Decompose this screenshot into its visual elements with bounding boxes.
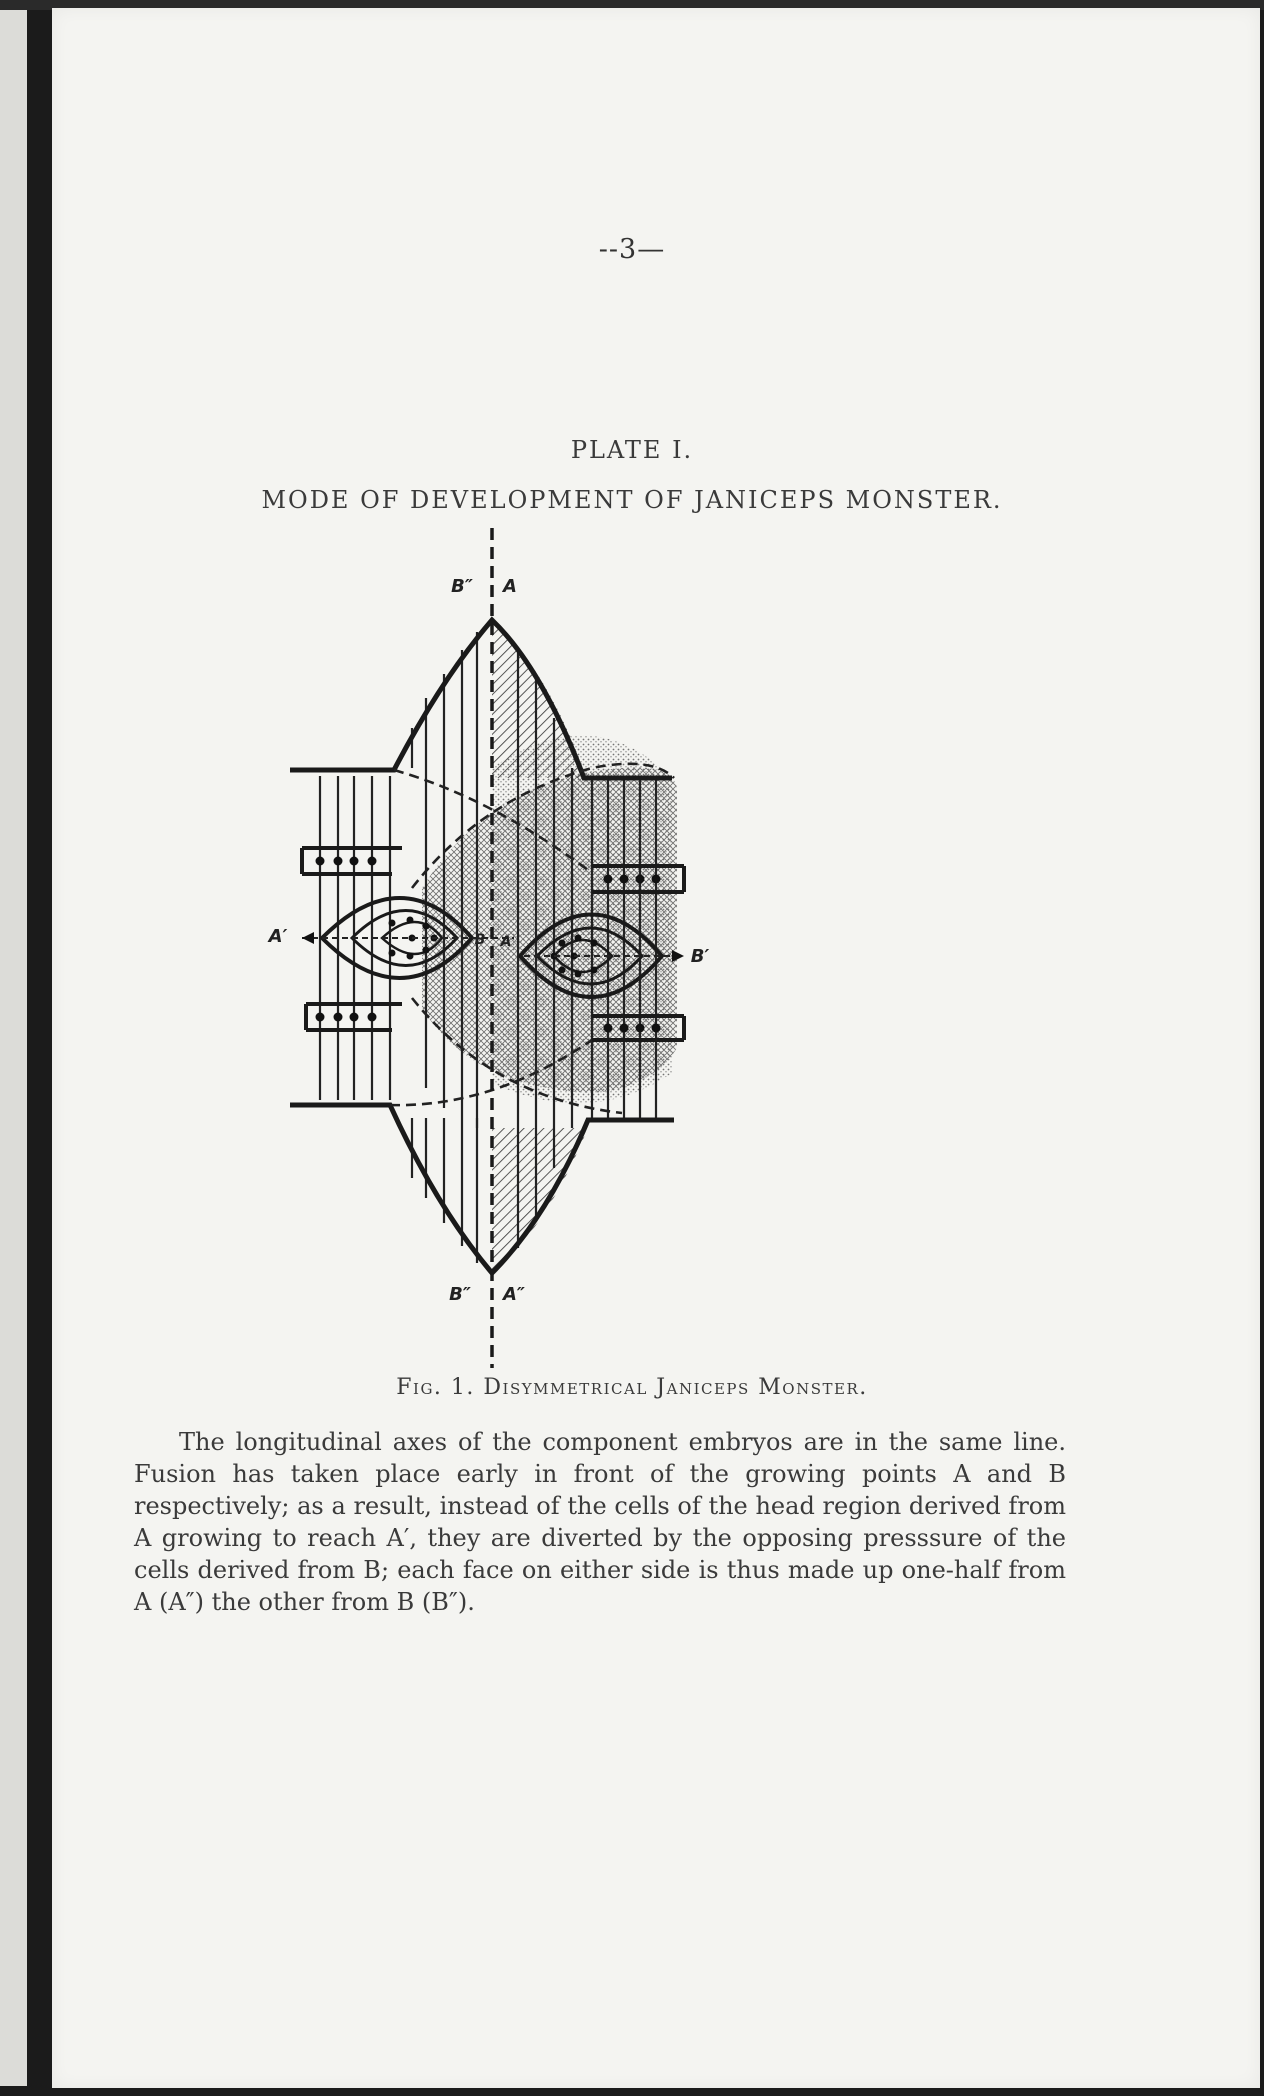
label-right: B′: [690, 946, 710, 967]
figure-description: The longitudinal axes of the component embryos are in the same line. Fusion has taken place early in front of the growing points A and B respectively; as a result, instead of the cells of the head region derived from A growing to reach A′, they are diverted by the opposing presssure of the cells derived from B; each face on either side is thus made up one-half from A (A″) the other from B (B″).: [134, 1428, 1066, 1616]
label-top-right: A: [503, 576, 517, 597]
label-center-right: A: [500, 934, 512, 950]
label-center-left: B: [474, 932, 486, 948]
diagram-drawing: [290, 528, 684, 1368]
facing-page-edge: [0, 10, 27, 2086]
page-number: --3—: [598, 234, 666, 265]
figure-caption: Fig. 1. Disymmetrical Janiceps Monster.: [396, 1375, 868, 1400]
label-top-left: B″: [451, 576, 473, 597]
label-bottom-left: B″: [449, 1284, 471, 1305]
label-left: A′: [268, 926, 288, 947]
plate-title: PLATE I.: [570, 436, 694, 464]
label-bottom-right: A″: [503, 1284, 525, 1305]
janiceps-diagram: [268, 528, 972, 1368]
book-page: [52, 8, 1260, 2088]
plate-subtitle: MODE OF DEVELOPMENT OF JANICEPS MONSTER.: [261, 486, 1003, 514]
